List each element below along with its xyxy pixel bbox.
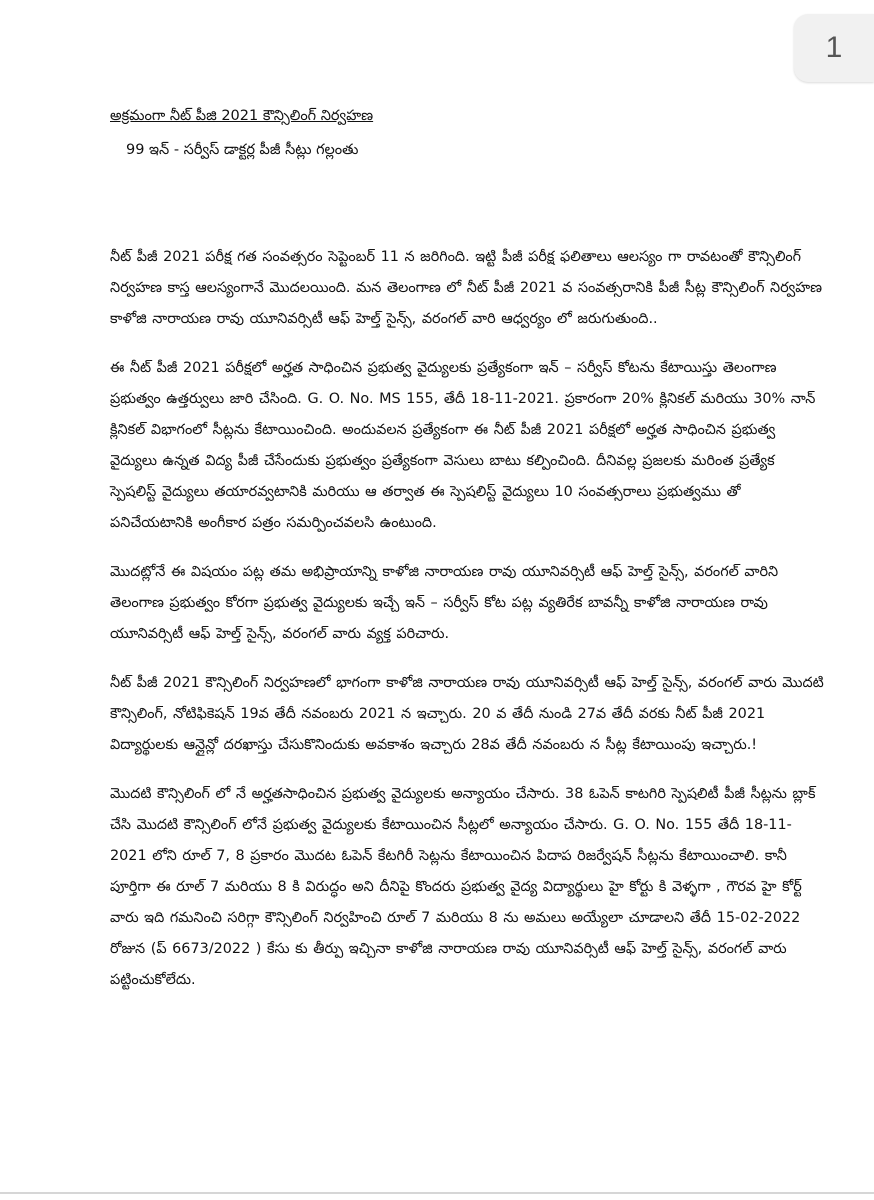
paragraph-1: నీట్ పీజీ 2021 పరీక్ష గత సంవత్సరం సెప్టెంబర్ 11 న జరిగింది. ఇట్టి పీజీ పరీక్ష ఫలితాలు ఆలస్యం గా రావటంతో కౌన్సిలింగ్ నిర్వహణ కాస్త ఆలస్యంగానే మొదలయింది. మన తెలంగాణ లో నీట్ పీజీ 2021 వ సంవత్సరానికి పీజీ సీట్ల కౌన్సిలింగ్ నిర్వహణ కాళోజి నారాయణ రావు యూనివర్సిటీ ఆఫ్ హెల్త్ సైన్స్, వరంగల్ వారి ఆధ్వర్యం లో జరుగుతుంది..: [110, 249, 823, 327]
page-bottom-divider: [0, 1192, 874, 1194]
paragraph-3: మొదట్లోనే ఈ విషయం పట్ల తమ అభిప్రాయాన్ని కాళోజి నారాయణ రావు యూనివర్సిటీ ఆఫ్ హెల్త్ సైన్స్, వరంగల్ వారిని తెలంగాణ ప్రభుత్వం కోరగా ప్రభుత్వ వైద్యులకు ఇచ్చే ఇన్ – సర్వీస్ కోట పట్ల వ్యతిరేక బావన్నీ కాళోజి నారాయణ రావు యూనివర్సిటీ ఆఫ్ హెల్త్ సైన్స్, వరంగల్ వారు వ్యక్త పరిచారు.: [110, 564, 779, 642]
document-title: అక్రమంగా నీట్ పీజి 2021 కౌన్సిలింగ్ నిర్వహణ: [110, 108, 374, 124]
paragraph-2: ఈ నీట్ పీజీ 2021 పరీక్షలో అర్హత సాధించిన ప్రభుత్వ వైద్యులకు ప్రత్యేకంగా ఇన్ – సర్వీస్ కోటను కేటాయిస్తు తెలంగాణ ప్రభుత్వం ఉత్తర్వులు జారి చేసింది. G. O. No. MS 155, తేదీ 18-11-2021. ప్రకారంగా 20% క్లినికల్ మరియు 30% నాన్ క్లినికల్ విభాగంలో సీట్లను కేటాయించింది. అందువలన ప్రత్యేకంగా ఈ నీట్ పీజీ 2021 పరీక్షలో అర్హత సాధించిన ప్రభుత్వ వైద్యులు ఉన్నత విద్య పీజీ చేసేందుకు ప్రభుత్వం ప్రత్యేకంగా వెసులు బాటు కల్పించింది. దీనివల్ల ప్రజలకు మరింత ప్రత్యేక స్పెషలిస్ట్ వైద్యులు తయారవ్వటానికి మరియు ఆ తర్వాత ఈ స్పెషలిస్ట్ వైద్యులు 10 సంవత్సరాలు ప్రభుత్వము తో పనిచేయటానికి అంగీకార పత్రం సమర్పించవలసి ఉంటుంది.: [110, 360, 816, 531]
paragraph-4: నీట్ పీజీ 2021 కౌన్సిలింగ్ నిర్వహణలో భాగంగా కాళోజి నారాయణ రావు యూనివర్సిటీ ఆఫ్ హెల్త్ సైన్స్, వరంగల్ వారు మొదటి కౌన్సిలింగ్, నోటిఫికెషన్ 19వ తేదీ నవంబరు 2021 న ఇచ్చారు. 20 వ తేదీ నుండి 27వ తేదీ వరకు నీట్ పీజీ 2021 విద్యార్థులకు ఆన్లైన్లో దరఖాస్తు చేసుకొనిందుకు అవకాశం ఇచ్చారు 28వ తేదీ నవంబరు న సీట్ల కేటాయింపు ఇచ్చారు.!: [110, 675, 824, 753]
document-body: [110, 242, 825, 996]
page-number-badge: 1: [794, 14, 874, 82]
document-subtitle: 99 ఇన్ - సర్వీస్ డాక్టర్ల పీజీ సీట్లు గల్లంతు: [126, 142, 359, 158]
document-page: [110, 104, 825, 1014]
paragraph-5: మొదటి కౌన్సిలింగ్ లో నే అర్హతసాధించిన ప్రభుత్వ వైద్యులకు అన్యాయం చేసారు. 38 ఓపెన్ కాటగిరి స్పెషలిటీ పీజీ సీట్లను బ్లాక్ చేసి మొదటి కౌన్సిలింగ్ లోనే ప్రభుత్వ వైద్యులకు కేటాయించిన సీట్లలో అన్యాయం చేసారు. G. O. No. 155 తేదీ 18-11-2021 లోని రూల్ 7, 8 ప్రకారం మొదట ఓపెన్ కేటగిరీ సెట్లను కేటాయించిన పిదాప రిజర్వేషన్ సీట్లను కేటాయించాలి. కానీ పూర్తిగా ఈ రూల్ 7 మరియు 8 కి విరుద్ధం అని దీనిపై కొందరు ప్రభుత్వ వైద్య విద్యార్థులు హై కోర్టు కి వెళ్ళగా , గౌరవ హై కోర్ట్ వారు ఇది గమనించి సరిగ్గా కౌన్సిలింగ్ నిర్వహించి రూల్ 7 మరియు 8 ను అమలు అయ్యేలా చూడాలని తేదీ 15-02-2022 రోజున (ప్ 6673/2022 ) కేసు కు తీర్పు ఇచ్చినా కాళోజి నారాయణ రావు యూనివర్సిటీ ఆఫ్ హెల్త్ సైన్స్, వరంగల్ వారు పట్టించుకోలేదు.: [110, 786, 816, 988]
